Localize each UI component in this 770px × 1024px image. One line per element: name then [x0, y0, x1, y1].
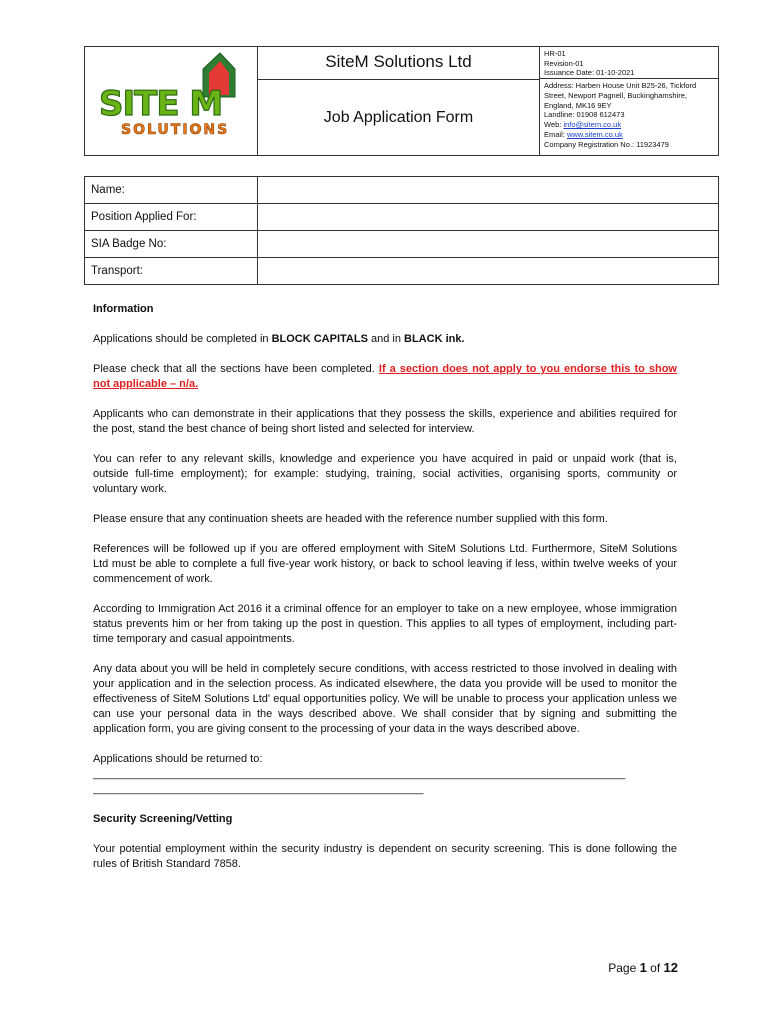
field-label: Position Applied For:	[85, 204, 258, 231]
field-label: Name:	[85, 177, 258, 204]
address-line-1: Address: Harben House Unit B25-26, Tickford	[544, 81, 697, 90]
info-cell	[540, 47, 718, 155]
paragraph-data-protection: Any data about you will be held in completely secure conditions, with access restricted to those involved in dealing with your application and in the selection process. As indicated elsewhere, the data you provide will be used to monitor the effectiveness of SiteM Solutions Ltd' equal opportunities policy. We will be unable to process your application unless we can use your personal data in the ways described above. We shall consider that by signing and submitting the application form, you are giving consent to the processing of your data in the ways described above.	[93, 663, 677, 735]
web-label: Web:	[544, 120, 562, 130]
address-line-2: Street, Newport Pagnell, Buckinghamshire,	[544, 90, 687, 100]
web-row	[544, 120, 718, 130]
revision: Revision-01	[544, 58, 584, 68]
position-field[interactable]	[258, 204, 719, 231]
paragraph-skills: Applicants who can demonstrate in their applications that they possess the skills, experience and abilities required for the post, stand the best chance of being short listed and selected for interview.	[93, 408, 677, 435]
field-row-transport	[85, 258, 719, 285]
sia-badge-field[interactable]	[258, 231, 719, 258]
field-row-sia	[85, 231, 719, 258]
page-total: 12	[663, 960, 678, 975]
paragraph-security: Your potential employment within the security industry is dependent on security screening. This is done following the rules of British Standard 7858.	[93, 843, 677, 870]
applicant-fields-table	[84, 176, 719, 285]
email-row	[544, 130, 718, 140]
security-heading: Security Screening/Vetting	[93, 813, 233, 825]
issuance-date: Issuance Date: 01-10-2021	[544, 68, 635, 77]
company-contact	[540, 79, 718, 150]
information-section	[93, 302, 677, 887]
email-link[interactable]: www.sitem.co.uk	[566, 129, 623, 139]
paragraph-experience: You can refer to any relevant skills, knowledge and experience you have acquired in paid or unpaid work (that is, outside full-time employment); for example: studying, training, social activities, organising sports, community or voluntary work.	[93, 453, 677, 495]
doc-control	[540, 47, 718, 79]
logo-cell	[85, 47, 258, 155]
info-heading: Information	[93, 303, 154, 315]
sitem-logo	[85, 47, 258, 155]
return-address-line-1[interactable]: _______________________________________________________________________________________	[93, 768, 626, 780]
logo-text-top: SITE M	[99, 84, 223, 124]
title-cell	[258, 47, 540, 155]
address-line-3: England, MK16 9EY	[544, 100, 612, 110]
paragraph-references: References will be followed up if you are offered employment with SiteM Solutions Ltd. Furthermore, SiteM Solutions Ltd must be able to complete a full five-year work history, or back to school leaving if less, within twelve weeks of your commencement of work.	[93, 543, 677, 585]
page-footer: Page 1 of 12	[608, 960, 678, 975]
landline: Landline: 01908 612473	[544, 110, 625, 120]
return-address-line-2[interactable]: ______________________________________________________	[93, 783, 424, 795]
field-label: Transport:	[85, 258, 258, 285]
na-warning: If a section does not apply to you endorse this to show not applicable – n/a.	[93, 363, 677, 390]
header-table	[84, 46, 719, 156]
field-label: SIA Badge No:	[85, 231, 258, 258]
field-row-position	[85, 204, 719, 231]
transport-field[interactable]	[258, 258, 719, 285]
page-number: 1	[639, 960, 647, 975]
registration: Company Registration No.: 11923479	[544, 139, 669, 149]
web-link[interactable]: info@sitem.co.uk	[563, 120, 622, 130]
paragraph-check-sections: Please check that all the sections have been completed. If a section does not apply to you endorse this to show not applicable – n/a.	[93, 363, 677, 390]
logo-text-bottom: SOLUTIONS	[121, 122, 230, 138]
name-field[interactable]	[258, 177, 719, 204]
paragraph-block-capitals: Applications should be completed in BLOCK CAPITALS and in BLACK ink.	[93, 333, 465, 345]
paragraph-immigration: According to Immigration Act 2016 it a criminal offence for an employer to take on a new employee, whose immigration status prevents him or her from taking up the post in question. This applies to all types of employment, including part-time temporary and casual appointments.	[93, 603, 677, 645]
form-title: Job Application Form	[323, 109, 474, 126]
field-row-name	[85, 177, 719, 204]
company-name: SiteM Solutions Ltd	[258, 47, 539, 80]
paragraph-return: Applications should be returned to:	[93, 753, 263, 765]
email-label: Email:	[544, 129, 565, 139]
doc-ref: HR-01	[544, 49, 566, 58]
paragraph-continuation: Please ensure that any continuation sheets are headed with the reference number supplied with this form.	[93, 513, 608, 525]
